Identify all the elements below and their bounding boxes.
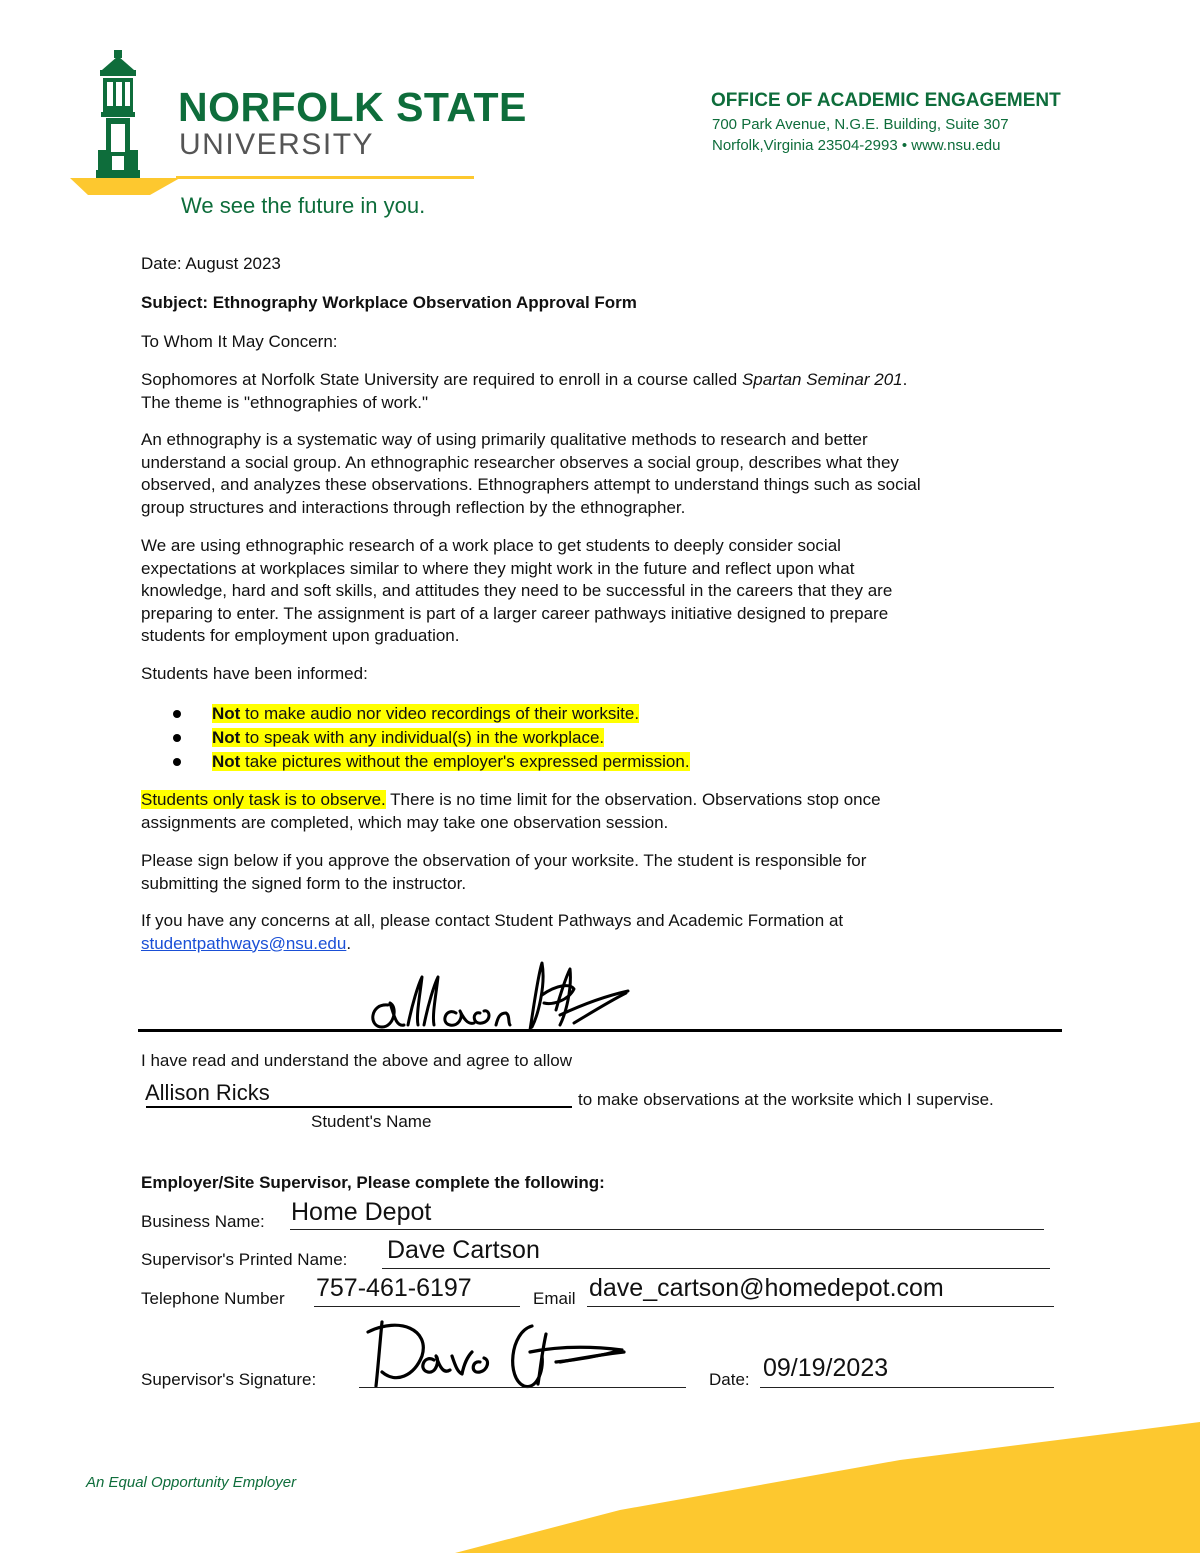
paragraph-line: submitting the signed form to the instructor.: [141, 873, 467, 893]
signature-label: Supervisor's Signature:: [141, 1370, 317, 1389]
telephone-label: Telephone Number: [141, 1289, 285, 1308]
email-value: dave_cartson@homedepot.com: [589, 1274, 944, 1302]
course-theme-text: The theme is "ethnographies of work.": [141, 392, 429, 412]
course-period: .: [902, 370, 908, 389]
paragraph-line: expectations at workplaces similar to where they might work in the future and reflect upon what: [141, 558, 855, 578]
paragraph-line: An ethnography is a systematic way of using primarily qualitative methods to research and better: [141, 430, 868, 449]
paragraph-line: group structures and interactions through reflection by the ethnographer.: [141, 497, 686, 517]
rule-text: to make audio nor video recordings of their worksite.: [240, 704, 640, 723]
paragraph-line: preparing to enter. The assignment is part of a larger career pathways initiative designed to prepare: [141, 603, 889, 623]
rule-not: Not: [212, 728, 241, 747]
form-title: Employer/Site Supervisor, Please complete the following:: [141, 1173, 605, 1192]
paragraph-line: We are using ethnographic research of a work place to get students to deeply consider social: [141, 536, 841, 555]
date-value: 09/19/2023: [763, 1354, 889, 1382]
university-subtitle: UNIVERSITY: [179, 128, 375, 161]
equal-opportunity-text: An Equal Opportunity Employer: [86, 1474, 297, 1491]
email-label: Email: [533, 1289, 576, 1308]
letter-date: Date: August 2023: [141, 254, 281, 273]
telephone-value: 757-461-6197: [316, 1274, 472, 1302]
business-name-label: Business Name:: [141, 1212, 265, 1231]
observe-rest: There is no time limit for the observation. Observations stop once: [385, 790, 881, 809]
supervisor-name-label: Supervisor's Printed Name:: [141, 1250, 348, 1269]
letter-subject: Subject: Ethnography Workplace Observation Approval Form: [141, 293, 637, 312]
office-address-line2: Norfolk,Virginia 23504-2993 • www.nsu.edu: [712, 137, 1001, 154]
paragraph-line: observed, and analyzes these observations. Ethnographers attempt to understand things such as social: [141, 475, 921, 494]
university-tagline: We see the future in you.: [181, 193, 426, 218]
date-label: Date:: [709, 1370, 750, 1389]
rule-text: to speak with any individual(s) in the workplace.: [240, 728, 605, 747]
contact-period: .: [346, 933, 352, 953]
rule-not: Not: [212, 752, 241, 771]
paragraph-line: students for employment upon graduation.: [141, 626, 460, 645]
student-name-value: Allison Ricks: [145, 1080, 270, 1105]
paragraph-line: understand a social group. An ethnographic researcher observes a social group, describes what they: [141, 452, 899, 472]
supervisor-name-value: Dave Cartson: [387, 1236, 540, 1264]
office-name: OFFICE OF ACADEMIC ENGAGEMENT: [711, 90, 1061, 111]
rule-text: take pictures without the employer's expressed permission.: [240, 752, 690, 771]
contact-email-link[interactable]: studentpathways@nsu.edu: [141, 933, 347, 953]
observe-highlight: Students only task is to observe.: [141, 790, 386, 809]
agreement-text: I have read and understand the above and agree to allow: [141, 1051, 572, 1070]
office-address-line1: 700 Park Avenue, N.G.E. Building, Suite 307: [712, 116, 1009, 133]
university-name: NORFOLK STATE: [178, 84, 527, 130]
letter-salutation: To Whom It May Concern:: [141, 332, 338, 351]
paragraph-line: assignments are completed, which may take one observation session.: [141, 812, 669, 832]
informed-intro: Students have been informed:: [141, 664, 368, 683]
rule-not: Not: [212, 704, 241, 723]
course-name: Spartan Seminar 201: [741, 370, 903, 389]
paragraph-line: If you have any concerns at all, please contact Student Pathways and Academic Formation at: [141, 911, 844, 930]
business-name-value: Home Depot: [291, 1198, 432, 1226]
worksite-statement: to make observations at the worksite which I supervise.: [578, 1090, 994, 1109]
student-name-caption: Student's Name: [311, 1112, 432, 1131]
course-intro-text: Sophomores at Norfolk State University are required to enroll in a course called: [141, 370, 742, 389]
paragraph-line: knowledge, hard and soft skills, and attitudes they need to be successful in the careers that they are: [141, 581, 893, 600]
paragraph-line: Please sign below if you approve the observation of your worksite. The student is responsible for: [141, 851, 867, 870]
